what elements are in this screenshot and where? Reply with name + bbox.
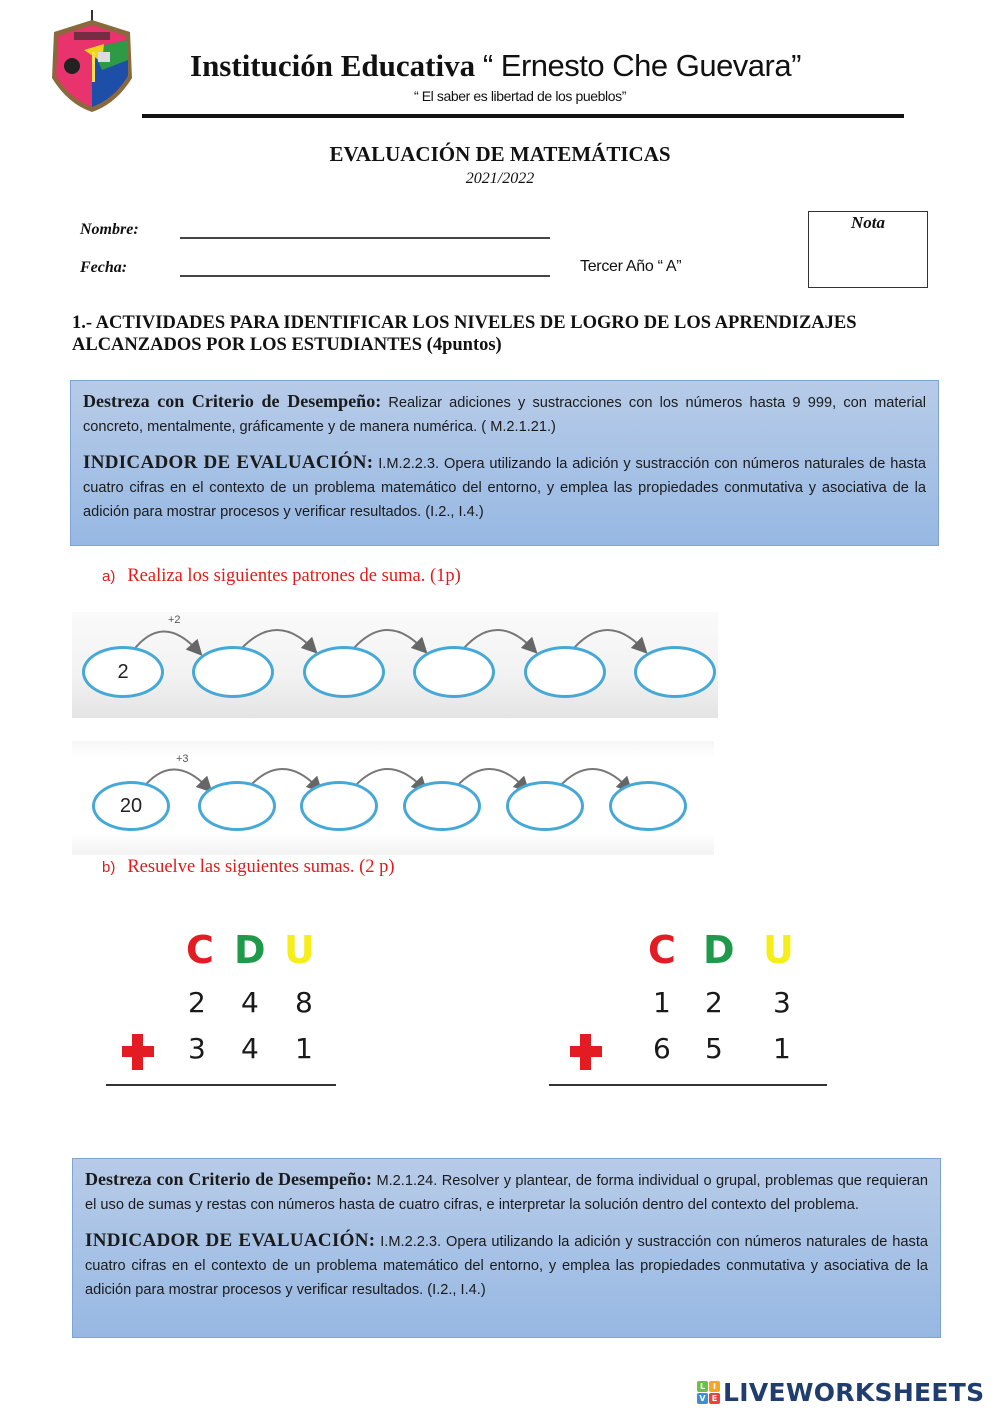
digit: 6 bbox=[653, 1032, 671, 1065]
hundreds-header: C bbox=[186, 928, 214, 972]
skill-criterion bbox=[85, 1167, 928, 1217]
brand-tile: V bbox=[697, 1393, 708, 1404]
digit: 1 bbox=[295, 1032, 313, 1065]
indicator-text: I.M.2.2.3. Opera utilizando la adición y sustracción con números naturales de hasta cuatro cifras en el contexto de un problema matemático del entorno, y emplea las propiedades conmutativa y asociativa de la adición para mostrar procesos y verificar resultados. (I.2., I.4.) bbox=[83, 456, 926, 520]
digit: 5 bbox=[705, 1032, 723, 1065]
pattern-answer-input[interactable] bbox=[198, 781, 276, 831]
institution-name: “ Ernesto Che Guevara” bbox=[482, 48, 801, 83]
brand-name: LIVEWORKSHEETS bbox=[723, 1378, 985, 1407]
pattern-answer-input[interactable] bbox=[524, 646, 606, 698]
digit: 1 bbox=[653, 986, 671, 1019]
addition-problem-1 bbox=[100, 920, 360, 1100]
pattern-answer-input[interactable] bbox=[413, 646, 495, 698]
skill-label: Destreza con Criterio de Desempeño: bbox=[85, 1169, 373, 1189]
digit: 1 bbox=[773, 1032, 791, 1065]
header-divider bbox=[142, 114, 904, 118]
date-field[interactable] bbox=[180, 275, 550, 277]
skill-criterion bbox=[83, 389, 926, 439]
pattern-answer-input[interactable] bbox=[506, 781, 584, 831]
pattern-answer-input[interactable] bbox=[300, 781, 378, 831]
digit: 3 bbox=[188, 1032, 206, 1065]
criteria-box-2 bbox=[72, 1158, 941, 1338]
indicator-text: I.M.2.2.3. Opera utilizando la adición y sustracción con números naturales de hasta cuatro cifras en el contexto de un problema matemático del entorno, y emplea las propiedades conmutativa y asociativa de la adición para mostrar procesos y verificar resultados. (I.2., I.4.) bbox=[85, 1234, 928, 1298]
class-group: Tercer Año “ A” bbox=[580, 258, 682, 275]
name-field[interactable] bbox=[180, 237, 550, 239]
evaluation-indicator bbox=[85, 1229, 928, 1302]
indicator-label: INDICADOR DE EVALUACIÓN: bbox=[83, 452, 374, 473]
institution-prefix: Institución Educativa bbox=[190, 48, 476, 83]
activity-a-text: Realiza los siguientes patrones de suma. (1p) bbox=[127, 566, 461, 586]
tens-header: D bbox=[703, 928, 735, 972]
step-label: +3 bbox=[176, 753, 189, 765]
pattern-answer-input[interactable] bbox=[609, 781, 687, 831]
brand-tile: E bbox=[709, 1393, 720, 1404]
tens-header: D bbox=[234, 928, 266, 972]
skill-text: M.2.1.24. Resolver y plantear, de forma individual o grupal, problemas que requieran el uso de sumas y restas con números hasta de cuatro cifras, e interpretar la solución dentro del contexto del problema. bbox=[85, 1173, 929, 1213]
activity-b-text: Resuelve las siguientes sumas. (2 p) bbox=[127, 857, 395, 877]
digit: 4 bbox=[241, 986, 259, 1019]
jump-arrows-icon bbox=[72, 612, 718, 662]
step-label: +2 bbox=[168, 614, 181, 626]
plus-icon bbox=[122, 1034, 154, 1070]
date-label: Fecha: bbox=[80, 259, 128, 276]
units-header: U bbox=[763, 928, 794, 972]
sum-line bbox=[106, 1084, 336, 1086]
indicator-label: INDICADOR DE EVALUACIÓN: bbox=[85, 1230, 376, 1251]
brand-tiles-icon bbox=[697, 1381, 720, 1404]
criteria-box-1 bbox=[70, 380, 939, 546]
pattern-answer-input[interactable] bbox=[403, 781, 481, 831]
digit: 2 bbox=[188, 986, 206, 1019]
grade-label: Nota bbox=[851, 213, 885, 232]
brand-tile: I bbox=[709, 1381, 720, 1392]
evaluation-indicator bbox=[83, 451, 926, 524]
institution-motto: “ El saber es libertad de los pueblos” bbox=[413, 88, 627, 104]
school-year: 2021/2022 bbox=[465, 170, 535, 187]
pattern-answer-input[interactable] bbox=[634, 646, 716, 698]
addition-problem-2 bbox=[545, 920, 835, 1100]
sum-line bbox=[549, 1084, 827, 1086]
plus-icon bbox=[570, 1034, 602, 1070]
pattern-row-1 bbox=[72, 612, 718, 718]
pattern-answer-input[interactable] bbox=[192, 646, 274, 698]
institution-title bbox=[190, 48, 801, 84]
pattern-start-value: 2 bbox=[82, 646, 164, 698]
hundreds-header: C bbox=[648, 928, 676, 972]
pattern-start-value: 20 bbox=[92, 781, 170, 831]
name-label: Nombre: bbox=[80, 221, 139, 238]
brand-tile: L bbox=[697, 1381, 708, 1392]
page-title: EVALUACIÓN DE MATEMÁTICAS bbox=[329, 142, 671, 166]
liveworksheets-logo[interactable] bbox=[697, 1378, 984, 1407]
section-heading: 1.- ACTIVIDADES PARA IDENTIFICAR LOS NIVELES DE LOGRO DE LOS APRENDIZAJES ALCANZADOS POR LOS ESTUDIANTES (4puntos) bbox=[72, 313, 857, 355]
skill-label: Destreza con Criterio de Desempeño: bbox=[83, 391, 382, 411]
pattern-answer-input[interactable] bbox=[303, 646, 385, 698]
activity-b-prompt bbox=[102, 857, 395, 878]
digit: 2 bbox=[705, 986, 723, 1019]
activity-a-prompt bbox=[102, 566, 461, 587]
activity-a-letter: a) bbox=[102, 568, 116, 585]
activity-b-letter: b) bbox=[102, 859, 116, 876]
units-header: U bbox=[284, 928, 315, 972]
pattern-row-2 bbox=[72, 741, 714, 855]
digit: 3 bbox=[773, 986, 791, 1019]
grade-box[interactable] bbox=[808, 211, 928, 288]
digit: 4 bbox=[241, 1032, 259, 1065]
skill-text: Realizar adiciones y sustracciones con los números hasta 9 999, con material concreto, mentalmente, gráficamente y de manera numérica. ( M.2.1.21.) bbox=[83, 395, 926, 435]
digit: 8 bbox=[295, 986, 313, 1019]
